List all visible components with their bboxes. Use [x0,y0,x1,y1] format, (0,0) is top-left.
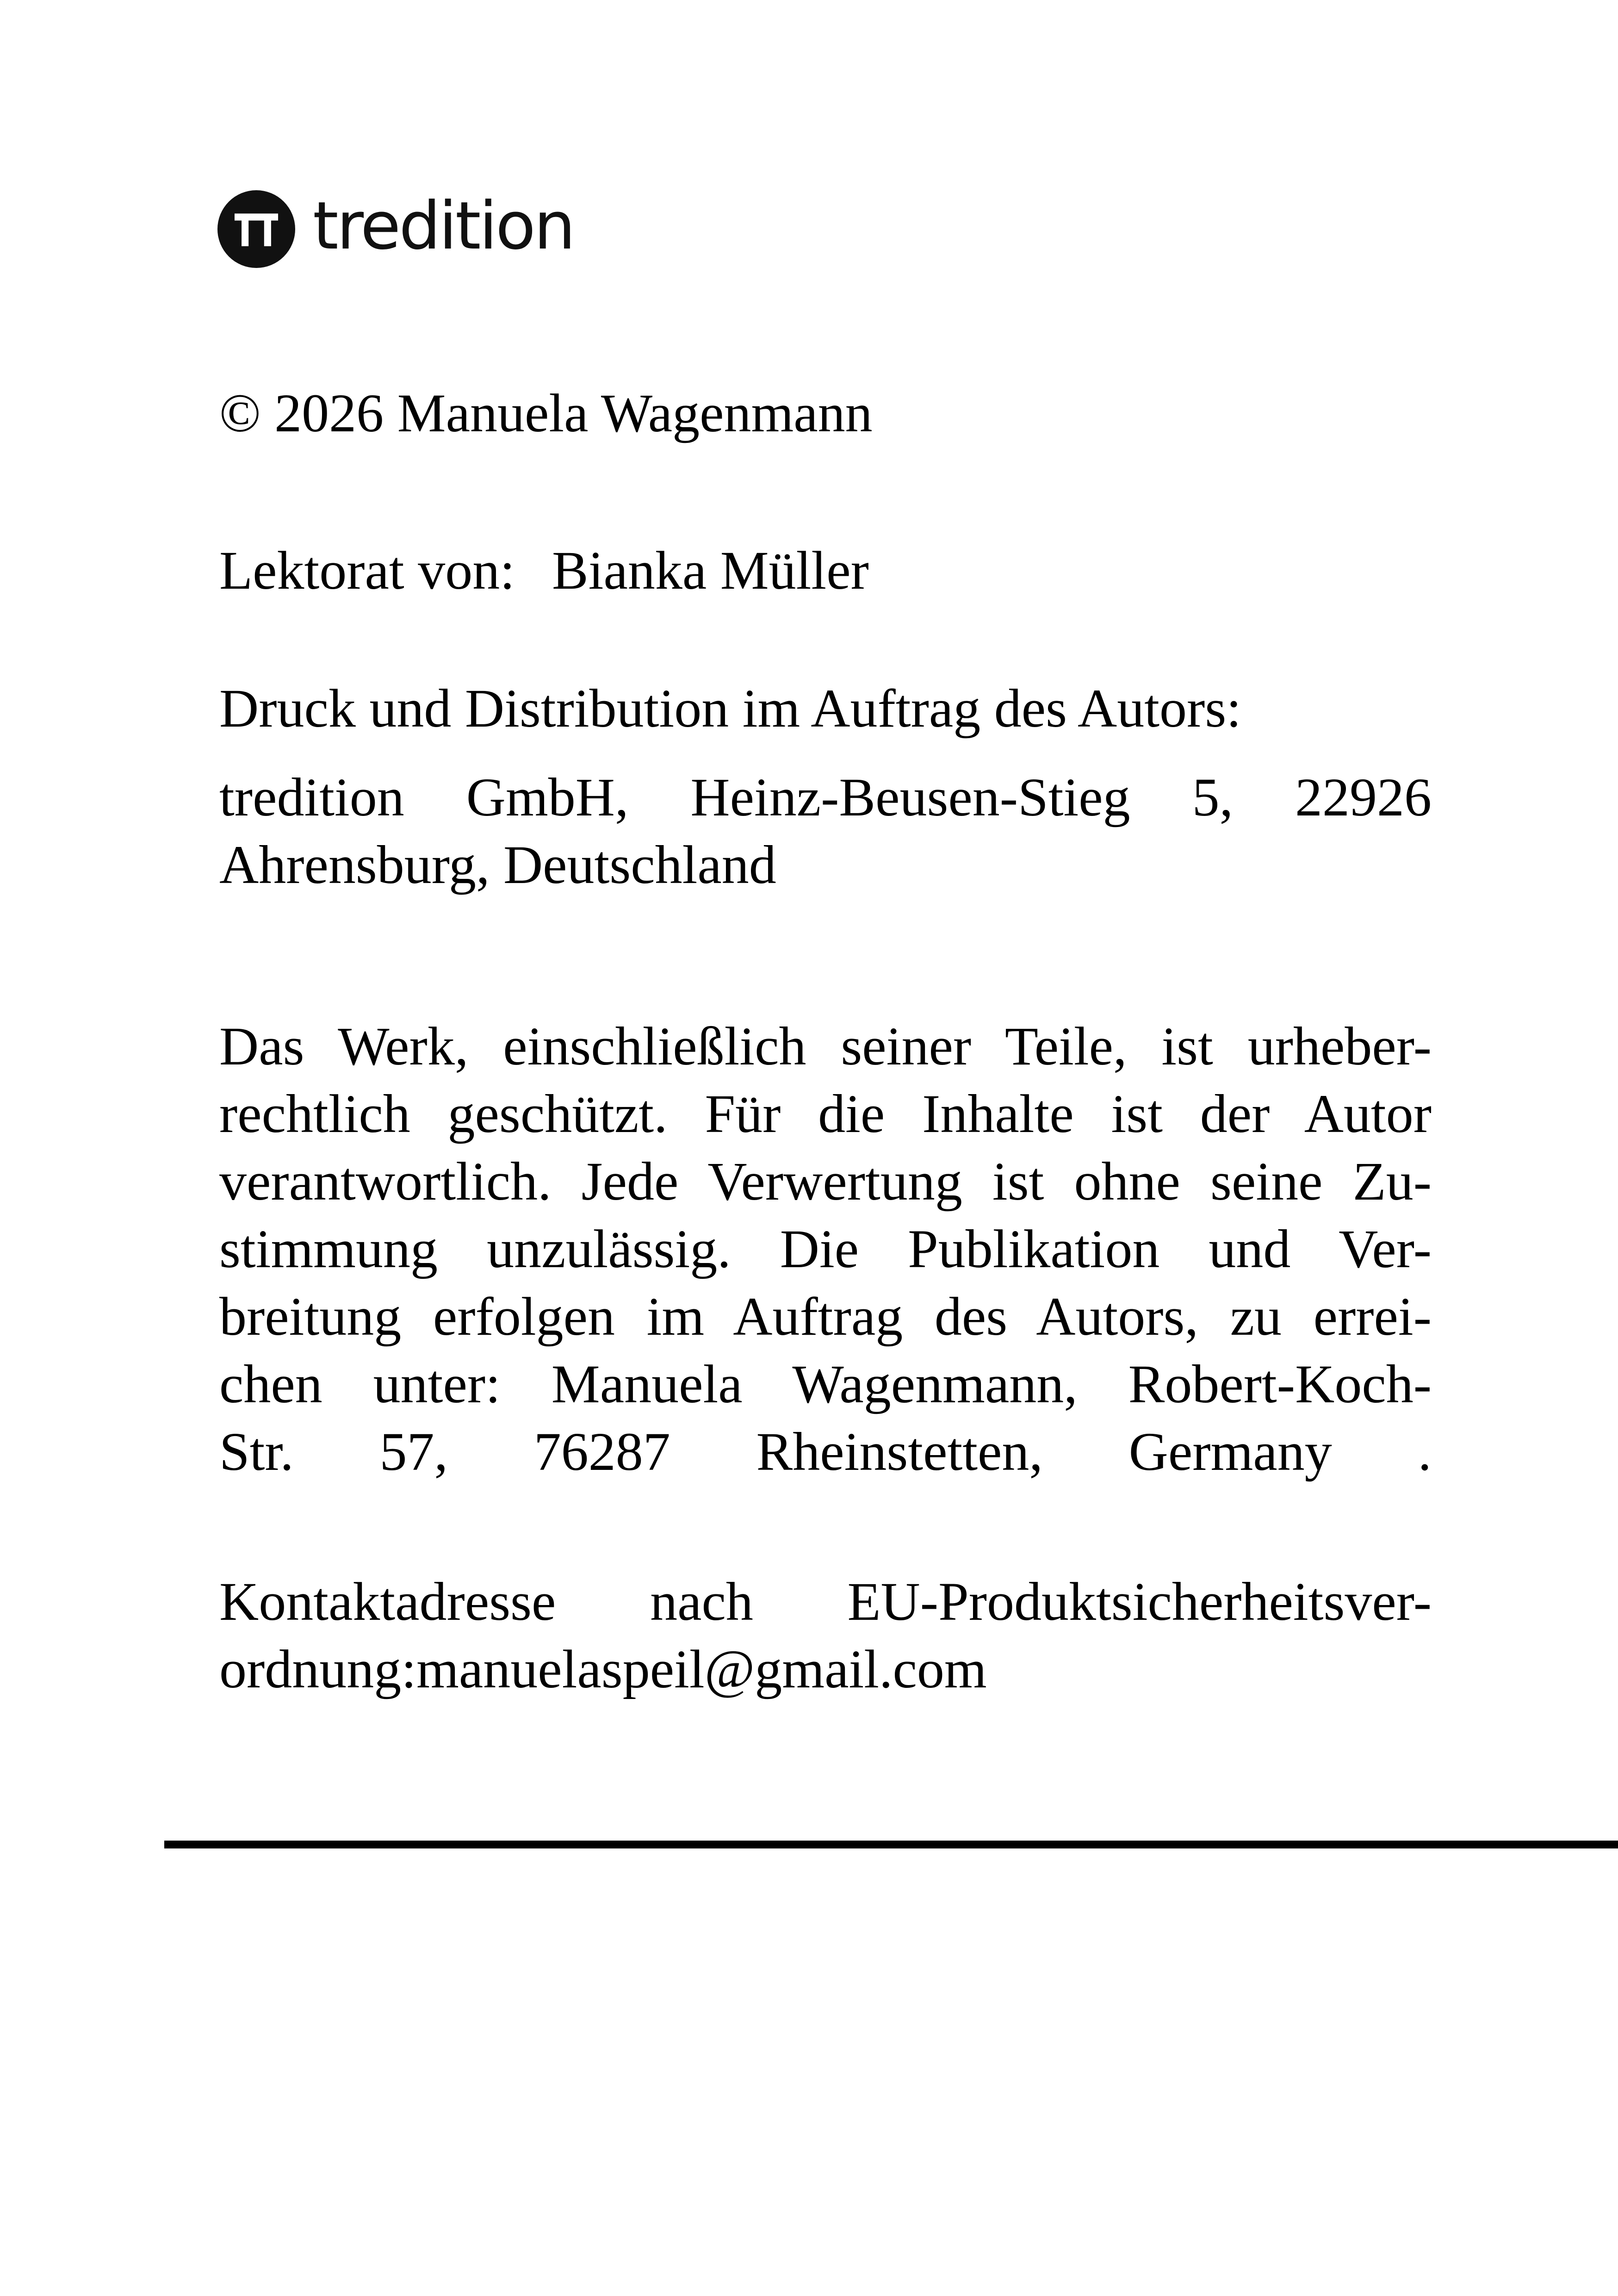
lektorat-line [219,537,869,604]
legal-notice-line: Das Werk, einschließlich seiner Teile, ist urheber- [219,1016,1432,1076]
legal-notice-line: rechtlich geschützt. Für die Inhalte ist der Autor [219,1083,1432,1144]
publisher-logo [217,190,574,268]
legal-notice-line: Str. 57, 76287 Rheinstetten, Germany . [219,1421,1432,1482]
address-line: Ahrensburg, Deutschland [219,834,776,895]
legal-notice [219,1013,1432,1486]
legal-notice-line: verantwortlich. Jede Verwertung ist ohne seine Zu- [219,1151,1432,1212]
legal-notice-line: stimmung unzulässig. Die Publikation und Ver- [219,1219,1432,1279]
distribution-heading: Druck und Distribution im Auftrag des Autors: [219,678,1242,739]
lektorat-value: Bianka Müller [552,540,869,601]
horizontal-rule [164,1841,1618,1848]
lektorat-label: Lektorat von: [219,540,515,601]
address-line: tredition GmbH, Heinz-Beusen-Stieg 5, 22926 [219,767,1432,828]
copyright-line: © 2026 Manuela Wagenmann [219,383,873,443]
distribution-address [219,764,1432,899]
contact-address [219,1568,1432,1703]
legal-notice-line: chen unter: Manuela Wagenmann, Robert-Koch- [219,1354,1432,1414]
contact-line: Kontaktadresse nach EU-Produktsicherheitsver- [219,1571,1432,1632]
legal-notice-line: breitung erfolgen im Auftrag des Autors, zu errei- [219,1286,1432,1347]
logo-wordmark: tredition [313,188,574,264]
tredition-logo-icon [217,190,295,268]
contact-line: ordnung:manuelaspeil@gmail.com [219,1639,987,1699]
